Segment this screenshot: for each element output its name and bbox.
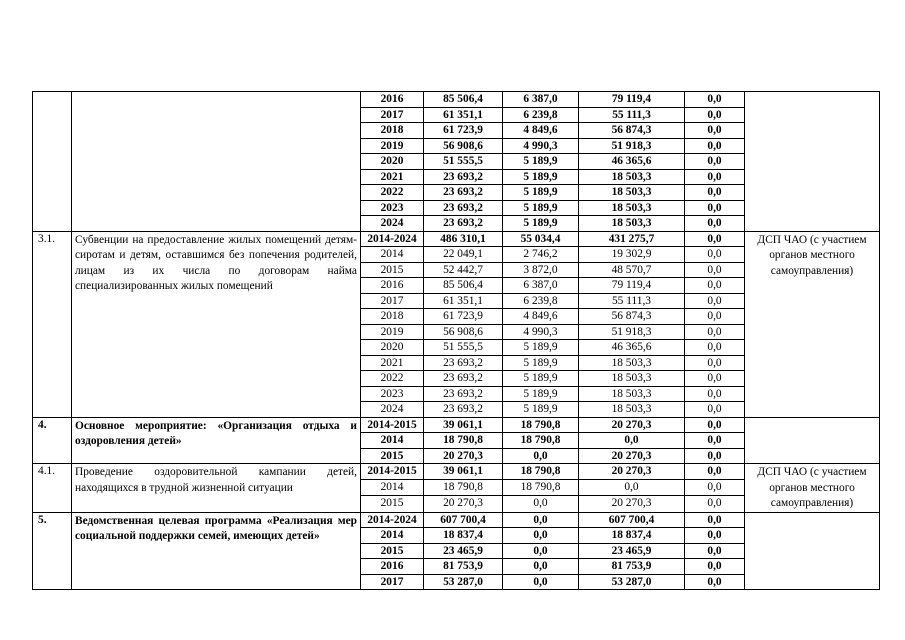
period-cell: 2022 <box>361 185 424 201</box>
regional-cell: 20 270,3 <box>579 464 685 480</box>
item-number <box>33 92 72 232</box>
total-cell: 23 693,2 <box>424 371 503 387</box>
federal-cell: 6 387,0 <box>503 278 579 294</box>
period-cell: 2021 <box>361 169 424 185</box>
regional-cell: 18 503,3 <box>579 402 685 418</box>
federal-cell: 0,0 <box>503 512 579 528</box>
federal-cell: 2 746,2 <box>503 247 579 263</box>
regional-cell: 18 503,3 <box>579 200 685 216</box>
other-cell: 0,0 <box>685 355 745 371</box>
federal-cell: 5 189,9 <box>503 185 579 201</box>
total-cell: 51 555,5 <box>424 154 503 170</box>
other-cell: 0,0 <box>685 154 745 170</box>
total-cell: 53 287,0 <box>424 574 503 590</box>
federal-cell: 4 849,6 <box>503 309 579 325</box>
total-cell: 23 693,2 <box>424 185 503 201</box>
federal-cell: 0,0 <box>503 543 579 559</box>
responsible-executor <box>745 417 880 464</box>
other-cell: 0,0 <box>685 574 745 590</box>
other-cell: 0,0 <box>685 324 745 340</box>
period-cell: 2014-2015 <box>361 464 424 480</box>
other-cell: 0,0 <box>685 262 745 278</box>
table-row <box>33 92 880 108</box>
total-cell: 61 351,1 <box>424 107 503 123</box>
period-cell: 2019 <box>361 138 424 154</box>
total-cell: 61 723,9 <box>424 309 503 325</box>
regional-cell: 20 270,3 <box>579 417 685 433</box>
funding-table <box>32 91 880 590</box>
other-cell: 0,0 <box>685 528 745 544</box>
other-cell: 0,0 <box>685 278 745 294</box>
item-description: Ведомственная целевая программа «Реализация мер социальной поддержки семей, имеющих детей» <box>72 512 361 590</box>
regional-cell: 79 119,4 <box>579 92 685 108</box>
federal-cell: 5 189,9 <box>503 355 579 371</box>
other-cell: 0,0 <box>685 169 745 185</box>
period-cell: 2014 <box>361 528 424 544</box>
item-description: Субвенции на предоставление жилых помещений детям-сиротам и детям, оставшимся без попечения родителей, лицам из их числа по договорам найма специализированных жилых помещений <box>72 231 361 417</box>
federal-cell: 5 189,9 <box>503 386 579 402</box>
other-cell: 0,0 <box>685 123 745 139</box>
regional-cell: 48 570,7 <box>579 262 685 278</box>
other-cell: 0,0 <box>685 247 745 263</box>
other-cell: 0,0 <box>685 417 745 433</box>
federal-cell: 5 189,9 <box>503 402 579 418</box>
regional-cell: 51 918,3 <box>579 324 685 340</box>
federal-cell: 4 849,6 <box>503 123 579 139</box>
period-cell: 2024 <box>361 216 424 232</box>
other-cell: 0,0 <box>685 543 745 559</box>
regional-cell: 46 365,6 <box>579 154 685 170</box>
federal-cell: 6 387,0 <box>503 92 579 108</box>
regional-cell: 18 503,3 <box>579 371 685 387</box>
total-cell: 20 270,3 <box>424 496 503 512</box>
other-cell: 0,0 <box>685 464 745 480</box>
total-cell: 23 693,2 <box>424 386 503 402</box>
federal-cell: 4 990,3 <box>503 324 579 340</box>
total-cell: 56 908,6 <box>424 138 503 154</box>
total-cell: 23 693,2 <box>424 216 503 232</box>
regional-cell: 0,0 <box>579 433 685 449</box>
other-cell: 0,0 <box>685 138 745 154</box>
period-cell: 2021 <box>361 355 424 371</box>
federal-cell: 55 034,4 <box>503 231 579 247</box>
other-cell: 0,0 <box>685 340 745 356</box>
other-cell: 0,0 <box>685 200 745 216</box>
regional-cell: 18 503,3 <box>579 386 685 402</box>
responsible-executor: ДСП ЧАО (с участием органов местного самоуправления) <box>745 464 880 513</box>
total-cell: 18 837,4 <box>424 528 503 544</box>
total-cell: 23 693,2 <box>424 200 503 216</box>
responsible-executor <box>745 512 880 590</box>
period-cell: 2018 <box>361 309 424 325</box>
federal-cell: 0,0 <box>503 448 579 464</box>
responsible-executor: ДСП ЧАО (с участием органов местного самоуправления) <box>745 231 880 417</box>
total-cell: 51 555,5 <box>424 340 503 356</box>
period-cell: 2016 <box>361 278 424 294</box>
other-cell: 0,0 <box>685 402 745 418</box>
regional-cell: 431 275,7 <box>579 231 685 247</box>
item-number: 4. <box>33 417 72 464</box>
total-cell: 22 049,1 <box>424 247 503 263</box>
period-cell: 2017 <box>361 574 424 590</box>
total-cell: 81 753,9 <box>424 559 503 575</box>
period-cell: 2014 <box>361 247 424 263</box>
total-cell: 23 465,9 <box>424 543 503 559</box>
other-cell: 0,0 <box>685 480 745 496</box>
other-cell: 0,0 <box>685 92 745 108</box>
other-cell: 0,0 <box>685 371 745 387</box>
federal-cell: 6 239,8 <box>503 107 579 123</box>
period-cell: 2014-2015 <box>361 417 424 433</box>
federal-cell: 5 189,9 <box>503 169 579 185</box>
regional-cell: 18 503,3 <box>579 216 685 232</box>
item-description: Проведение оздоровительной кампании детей, находящихся в трудной жизненной ситуации <box>72 464 361 513</box>
period-cell: 2014 <box>361 480 424 496</box>
regional-cell: 18 503,3 <box>579 169 685 185</box>
period-cell: 2014-2024 <box>361 512 424 528</box>
item-description <box>72 92 361 232</box>
total-cell: 23 693,2 <box>424 355 503 371</box>
federal-cell: 5 189,9 <box>503 216 579 232</box>
regional-cell: 18 503,3 <box>579 355 685 371</box>
regional-cell: 20 270,3 <box>579 496 685 512</box>
period-cell: 2023 <box>361 386 424 402</box>
federal-cell: 4 990,3 <box>503 138 579 154</box>
total-cell: 61 723,9 <box>424 123 503 139</box>
table-body <box>33 92 880 590</box>
period-cell: 2016 <box>361 559 424 575</box>
period-cell: 2018 <box>361 123 424 139</box>
regional-cell: 55 111,3 <box>579 293 685 309</box>
total-cell: 18 790,8 <box>424 480 503 496</box>
total-cell: 18 790,8 <box>424 433 503 449</box>
table-row <box>33 231 880 247</box>
federal-cell: 18 790,8 <box>503 417 579 433</box>
other-cell: 0,0 <box>685 448 745 464</box>
table-row <box>33 464 880 480</box>
period-cell: 2024 <box>361 402 424 418</box>
period-cell: 2023 <box>361 200 424 216</box>
other-cell: 0,0 <box>685 309 745 325</box>
total-cell: 607 700,4 <box>424 512 503 528</box>
period-cell: 2014 <box>361 433 424 449</box>
total-cell: 20 270,3 <box>424 448 503 464</box>
period-cell: 2015 <box>361 496 424 512</box>
other-cell: 0,0 <box>685 231 745 247</box>
federal-cell: 5 189,9 <box>503 154 579 170</box>
regional-cell: 81 753,9 <box>579 559 685 575</box>
federal-cell: 0,0 <box>503 574 579 590</box>
other-cell: 0,0 <box>685 185 745 201</box>
period-cell: 2014-2024 <box>361 231 424 247</box>
regional-cell: 0,0 <box>579 480 685 496</box>
total-cell: 52 442,7 <box>424 262 503 278</box>
federal-cell: 0,0 <box>503 528 579 544</box>
total-cell: 56 908,6 <box>424 324 503 340</box>
period-cell: 2015 <box>361 262 424 278</box>
regional-cell: 18 503,3 <box>579 185 685 201</box>
regional-cell: 53 287,0 <box>579 574 685 590</box>
other-cell: 0,0 <box>685 386 745 402</box>
other-cell: 0,0 <box>685 512 745 528</box>
period-cell: 2015 <box>361 543 424 559</box>
regional-cell: 19 302,9 <box>579 247 685 263</box>
regional-cell: 56 874,3 <box>579 123 685 139</box>
federal-cell: 3 872,0 <box>503 262 579 278</box>
federal-cell: 5 189,9 <box>503 340 579 356</box>
regional-cell: 607 700,4 <box>579 512 685 528</box>
other-cell: 0,0 <box>685 216 745 232</box>
other-cell: 0,0 <box>685 559 745 575</box>
item-number: 4.1. <box>33 464 72 513</box>
other-cell: 0,0 <box>685 496 745 512</box>
total-cell: 486 310,1 <box>424 231 503 247</box>
federal-cell: 18 790,8 <box>503 433 579 449</box>
total-cell: 23 693,2 <box>424 402 503 418</box>
other-cell: 0,0 <box>685 293 745 309</box>
regional-cell: 23 465,9 <box>579 543 685 559</box>
total-cell: 39 061,1 <box>424 464 503 480</box>
period-cell: 2019 <box>361 324 424 340</box>
other-cell: 0,0 <box>685 107 745 123</box>
item-number: 3.1. <box>33 231 72 417</box>
federal-cell: 18 790,8 <box>503 464 579 480</box>
period-cell: 2017 <box>361 293 424 309</box>
total-cell: 23 693,2 <box>424 169 503 185</box>
regional-cell: 56 874,3 <box>579 309 685 325</box>
period-cell: 2016 <box>361 92 424 108</box>
regional-cell: 79 119,4 <box>579 278 685 294</box>
period-cell: 2022 <box>361 371 424 387</box>
total-cell: 39 061,1 <box>424 417 503 433</box>
federal-cell: 5 189,9 <box>503 200 579 216</box>
regional-cell: 20 270,3 <box>579 448 685 464</box>
item-number: 5. <box>33 512 72 590</box>
period-cell: 2015 <box>361 448 424 464</box>
other-cell: 0,0 <box>685 433 745 449</box>
period-cell: 2017 <box>361 107 424 123</box>
total-cell: 61 351,1 <box>424 293 503 309</box>
table-row <box>33 512 880 528</box>
item-description: Основное мероприятие: «Организация отдыха и оздоровления детей» <box>72 417 361 464</box>
regional-cell: 18 837,4 <box>579 528 685 544</box>
federal-cell: 6 239,8 <box>503 293 579 309</box>
regional-cell: 46 365,6 <box>579 340 685 356</box>
period-cell: 2020 <box>361 154 424 170</box>
total-cell: 85 506,4 <box>424 278 503 294</box>
federal-cell: 5 189,9 <box>503 371 579 387</box>
regional-cell: 55 111,3 <box>579 107 685 123</box>
responsible-executor <box>745 92 880 232</box>
federal-cell: 18 790,8 <box>503 480 579 496</box>
total-cell: 85 506,4 <box>424 92 503 108</box>
table-row <box>33 417 880 433</box>
period-cell: 2020 <box>361 340 424 356</box>
regional-cell: 51 918,3 <box>579 138 685 154</box>
federal-cell: 0,0 <box>503 559 579 575</box>
federal-cell: 0,0 <box>503 496 579 512</box>
